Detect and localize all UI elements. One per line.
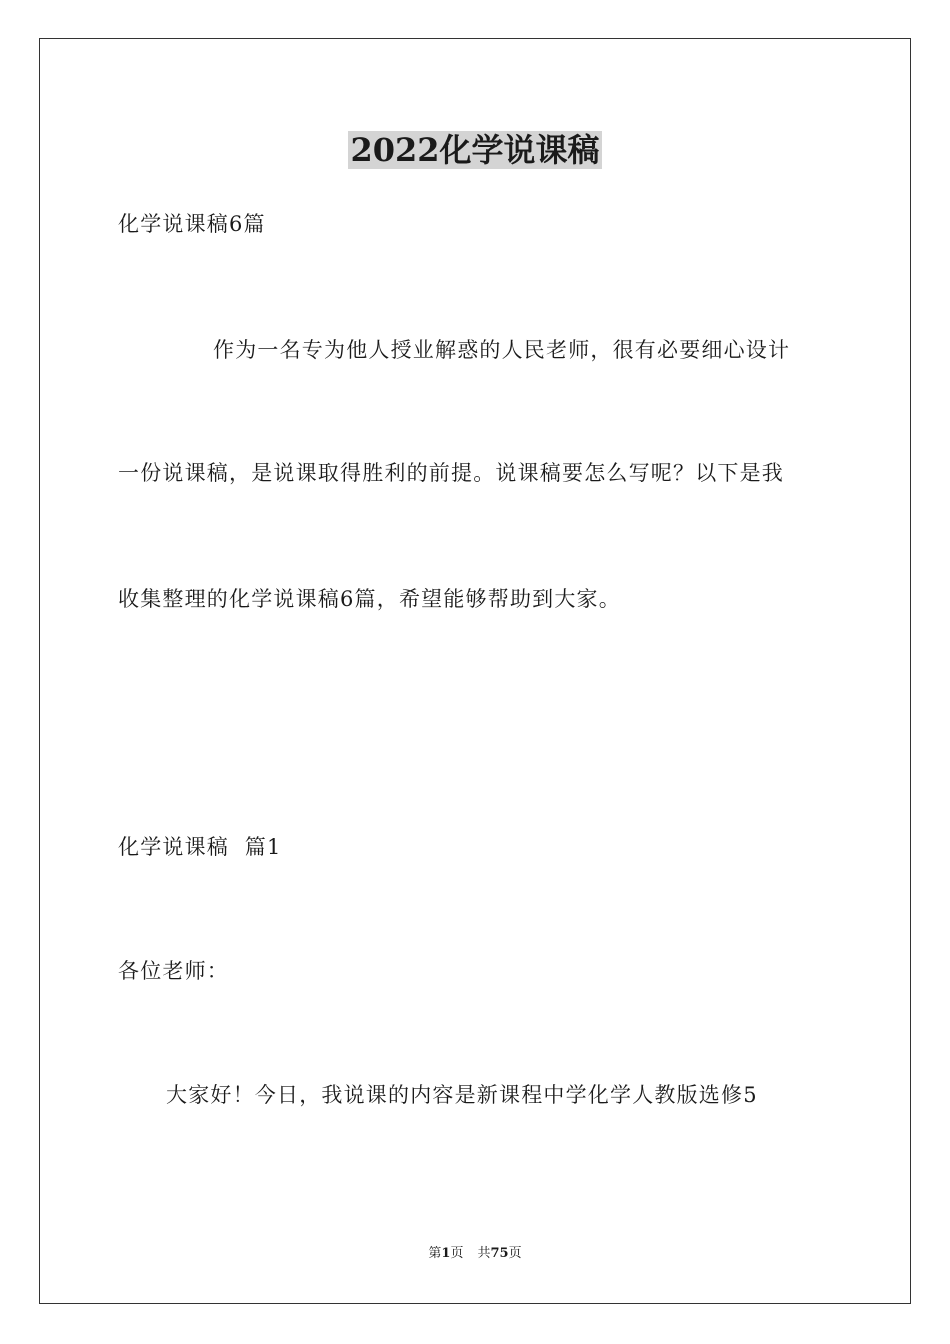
- intro-line-3: 收集整理的化学说课稿6篇，希望能够帮助到大家。: [118, 587, 621, 611]
- section-heading: 化学说课稿 篇1: [118, 835, 282, 859]
- footer-page-prefix: 第: [428, 1246, 442, 1261]
- document-title-text: 2022化学说课稿: [350, 131, 600, 169]
- footer-total-prefix: 共: [477, 1246, 491, 1261]
- footer-page-total: 75: [490, 1246, 509, 1261]
- salutation: 各位老师：: [118, 959, 229, 983]
- document-title: [0, 128, 950, 172]
- footer-total-suffix: 页: [508, 1246, 522, 1261]
- document-subtitle: 化学说课稿6篇: [118, 212, 266, 236]
- footer-page-suffix: 页: [450, 1246, 464, 1261]
- intro-line-2: 一份说课稿，是说课取得胜利的前提。说课稿要怎么写呢？以下是我: [118, 461, 784, 485]
- footer-page-current: 1: [441, 1246, 451, 1261]
- intro-line-1: 作为一名专为他人授业解惑的人民老师，很有必要细心设计: [213, 338, 791, 362]
- body-line-1: 大家好！今日，我说课的内容是新课程中学化学人教版选修5: [166, 1083, 758, 1107]
- page-footer: [0, 1244, 950, 1264]
